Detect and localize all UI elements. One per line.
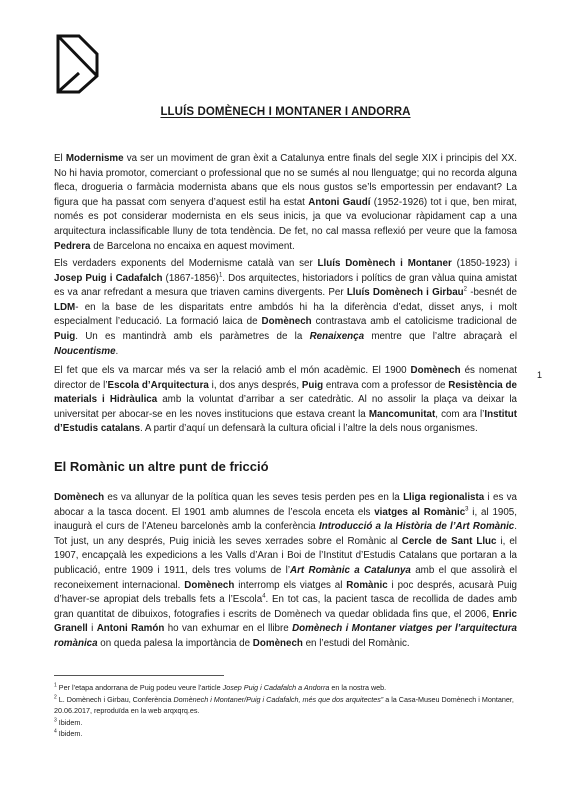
footnotes [54,682,517,740]
paragraph-modernisme: El Modernisme va ser un moviment de gran èxit a Catalunya entre finals del segle XIX i principis del XX. No hi havia promotor, comerciant o professional que no se sumés al nou llenguatge; qui no recorda alguna fleca, drogueria o farmàcia modernista abans que els nous gustos se’ls emportessin per endavant? La figura que ha passat com senyera d’aquest estil ha estat Antoni Gaudí (1952-1926) tot i que, ben mirat, només es pot considerar modernista en els seus inicis, ja que va evolucionar ràpidament cap a una arquitectura inclassificable lluny de tota tendència. De fet, no cal massa reflexió per veure que la famosa Pedrera de Barcelona no encaixa en aquest moviment. [54,153,518,252]
paragraph-romanic: Domènech es va allunyar de la política quan les seves tesis perden pes en la Lliga regionalista i es va abocar a la tasca docent. El 1901 amb alumnes de l’escola enceta els viatges al Romànic$^3$ i, al 1905, inaugurà el curs de l’Ateneu barcelonès amb la conferència Introducció a la Història de l’Art Romànic. Tot just, un any després, Puig inicià les seves xerrades sobre el Romànic al Cercle de Sant Lluc i, el 1907, encapçalà les expedicions a les Valls d’Aran i Boi de l’Institut d’Estudis Catalans que portaran a la publicació, entre 1909 i 1911, dels tres volums de l’Art Romànic a Catalunya amb el que assolirà el reconeixement internacional. Domènech interromp els viatges al Romànic i poc després, acusarà Puig d’haver-se apropiat dels treballs fets a l’Escola$^4$. En tot cas, la pacient tasca de recollida de dades amb gran quantitat de dibuixos, fotografies i escrits de Domènech va quedar oblidada fins que, el 2006, Enric Granell i Antoni Ramón ho van exhumar en el llibre Domènech i Montaner viatges per l’arquitectura romànica on queda palesa la importància de Domènech en l’estudi del Romànic. [54,492,518,649]
footnote-separator [54,675,224,676]
footnote-ref: 4 [262,593,266,600]
footnote: $^2$ L. Domènech i Girbau, Conferència Domènech i Montaner/Puig i Cadafalch, més que dos arquitectes” a la Casa-Museu Domènech i Montaner, 20.06.2017, reproduïda en la web arqxqrq.es. [54,694,514,716]
paragraph-exponents: Els verdaders exponents del Modernisme català van ser Lluís Domènech i Montaner (1850-1923) i Josep Puig i Cadafalch (1867-1856)$^1$. Dos arquitectes, historiadors i polítics de gran vàlua quina amistat es va anar refredant a mesura que triaven camins divergents. Per Lluís Domènech i Girbau$^2$ -besnét de LDM- en la base de les disparitats entre ambdós hi ha la diferència d’edat, disset anys, i molt especialment l’educació. La formació laica de Domènech contrastava amb el catolicisme tradicional de Puig. Un es mantindrà amb els paràmetres de la Renaixença mentre que l’altre abraçarà el Noucentisme. [54,258,518,357]
document-title: LLUÍS DOMÈNECH I MONTANER I ANDORRA [160,106,411,118]
paragraph-academic: El fet que els va marcar més va ser la relació amb el món acadèmic. El 1900 Domènech és nomenat director de l’Escola d’Arquitectura i, dos anys després, Puig entrava com a professor de Resistència de materials i Hidràulica amb la voluntat d’arribar a ser catedràtic. Al no assolir la plaça va deixar la universitat per abocar-se en les noves institucions que estava creant la Mancomunitat, com ara l’Institut d’Estudis catalans. A partir d’aquí un defensarà la cultura oficial i l’altre la dels nous organismes. [54,365,518,435]
logo-icon [54,32,100,96]
footnote: $^3$ Ibidem. [54,717,83,727]
footnote: $^1$ Per l’etapa andorrana de Puig podeu veure l’article Josep Puig i Cadafalch a Andorra en la nostra web. [54,682,387,692]
footnote: $^4$ Ibidem. [54,728,83,739]
page-number: 1 [537,370,543,380]
footnote-ref: 1 [218,272,223,279]
section-heading: El Romànic un altre punt de fricció [54,459,269,474]
footnote-ref: 2 [463,286,468,293]
footnote-ref: 3 [465,506,469,513]
